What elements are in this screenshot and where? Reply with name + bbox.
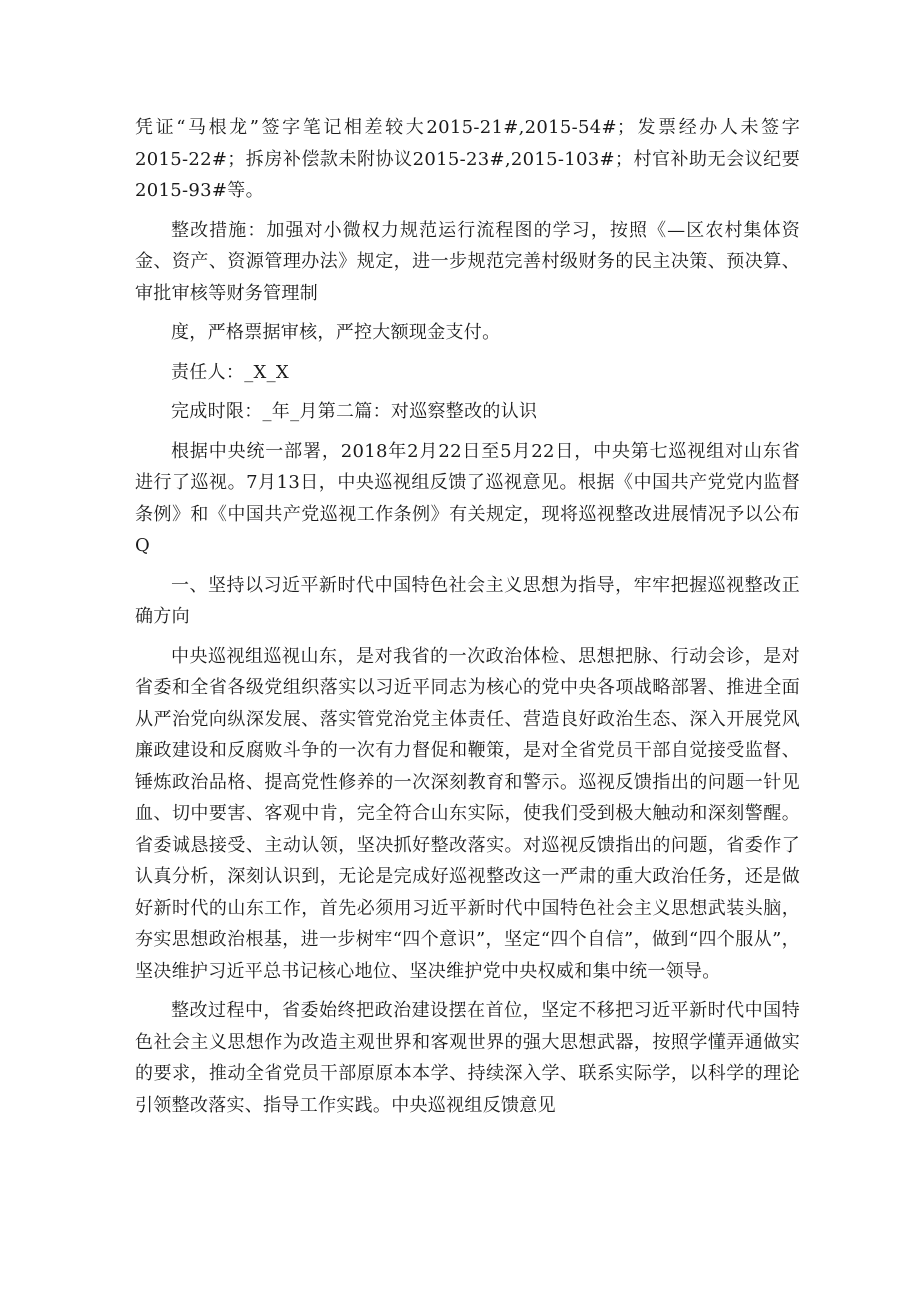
document-body — [135, 112, 800, 1121]
paragraph-voucher-issues: 凭证“马根龙”签字笔记相差较大2015-21#,2015-54#；发票经办人未签字2015-22#；拆房补偿款未附协议2015-23#,2015-103#；村官补助无会议纪要2015-93#等。 — [135, 117, 800, 201]
paragraph-deadline-and-section-title: 完成时限：_年_月第二篇：对巡察整改的认识 — [171, 401, 538, 422]
paragraph-inspection-significance: 中央巡视组巡视山东，是对我省的一次政治体检、思想把脉、行动会诊，是对省委和全省各级党组织落实以习近平同志为核心的党中央各项战略部署、推进全面从严治党向纵深发展、落实管党治党主体责任、营造良好政治生态、深入开展党风廉政建设和反腐败斗争的一次有力督促和鞭策，是对全省党员干部自觉接受监督、锤炼政治品格、提高党性修养的一次深刻教育和警示。巡视反馈指出的问题一针见血、切中要害、客观中肯，完全符合山东实际，使我们受到极大触动和深刻警醒。省委诚恳接受、主动认领，坚决抓好整改落实。对巡视反馈指出的问题，省委作了认真分析，深刻认识到，无论是完成好巡视整改这一严肃的重大政治任务，还是做好新时代的山东工作，首先必须用习近平新时代中国特色社会主义思想武装头脑，夯实思想政治根基，进一步树牢“四个意识”，坚定“四个自信”，做到“四个服从”，坚决维护习近平总书记核心地位、坚决维护党中央权威和集中统一领导。 — [135, 645, 800, 982]
section-heading-one: 一、坚持以习近平新时代中国特色社会主义思想为指导，牢牢把握巡视整改正确方向 — [135, 574, 800, 627]
paragraph-rectification-process: 整改过程中，省委始终把政治建设摆在首位，坚定不移把习近平新时代中国特色社会主义思想作为改造主观世界和客观世界的强大思想武器，按照学懂弄通做实的要求，推动全省党员干部原原本本学、持续深入学、联系实际学，以科学的理论引领整改落实、指导工作实践。中央巡视组反馈意见 — [135, 1000, 800, 1116]
paragraph-rectification-measures-continued: 度，严格票据审核，严控大额现金支付。 — [171, 322, 501, 343]
paragraph-responsible-person: 责任人：_X_X — [171, 361, 290, 383]
paragraph-rectification-measures: 整改措施：加强对小微权力规范运行流程图的学习，按照《—区农村集体资金、资产、资源管理办法》规定，进一步规范完善村级财务的民主决策、预决算、审批审核等财务管理制 — [135, 219, 800, 304]
paragraph-inspection-background: 根据中央统一部署，2018年2月22日至5月22日，中央第七巡视组对山东省进行了巡视。7月13日，中央巡视组反馈了巡视意见。根据《中国共产党党内监督条例》和《中国共产党巡视工作条例》有关规定，现将巡视整改进展情况予以公布Q — [135, 440, 800, 556]
